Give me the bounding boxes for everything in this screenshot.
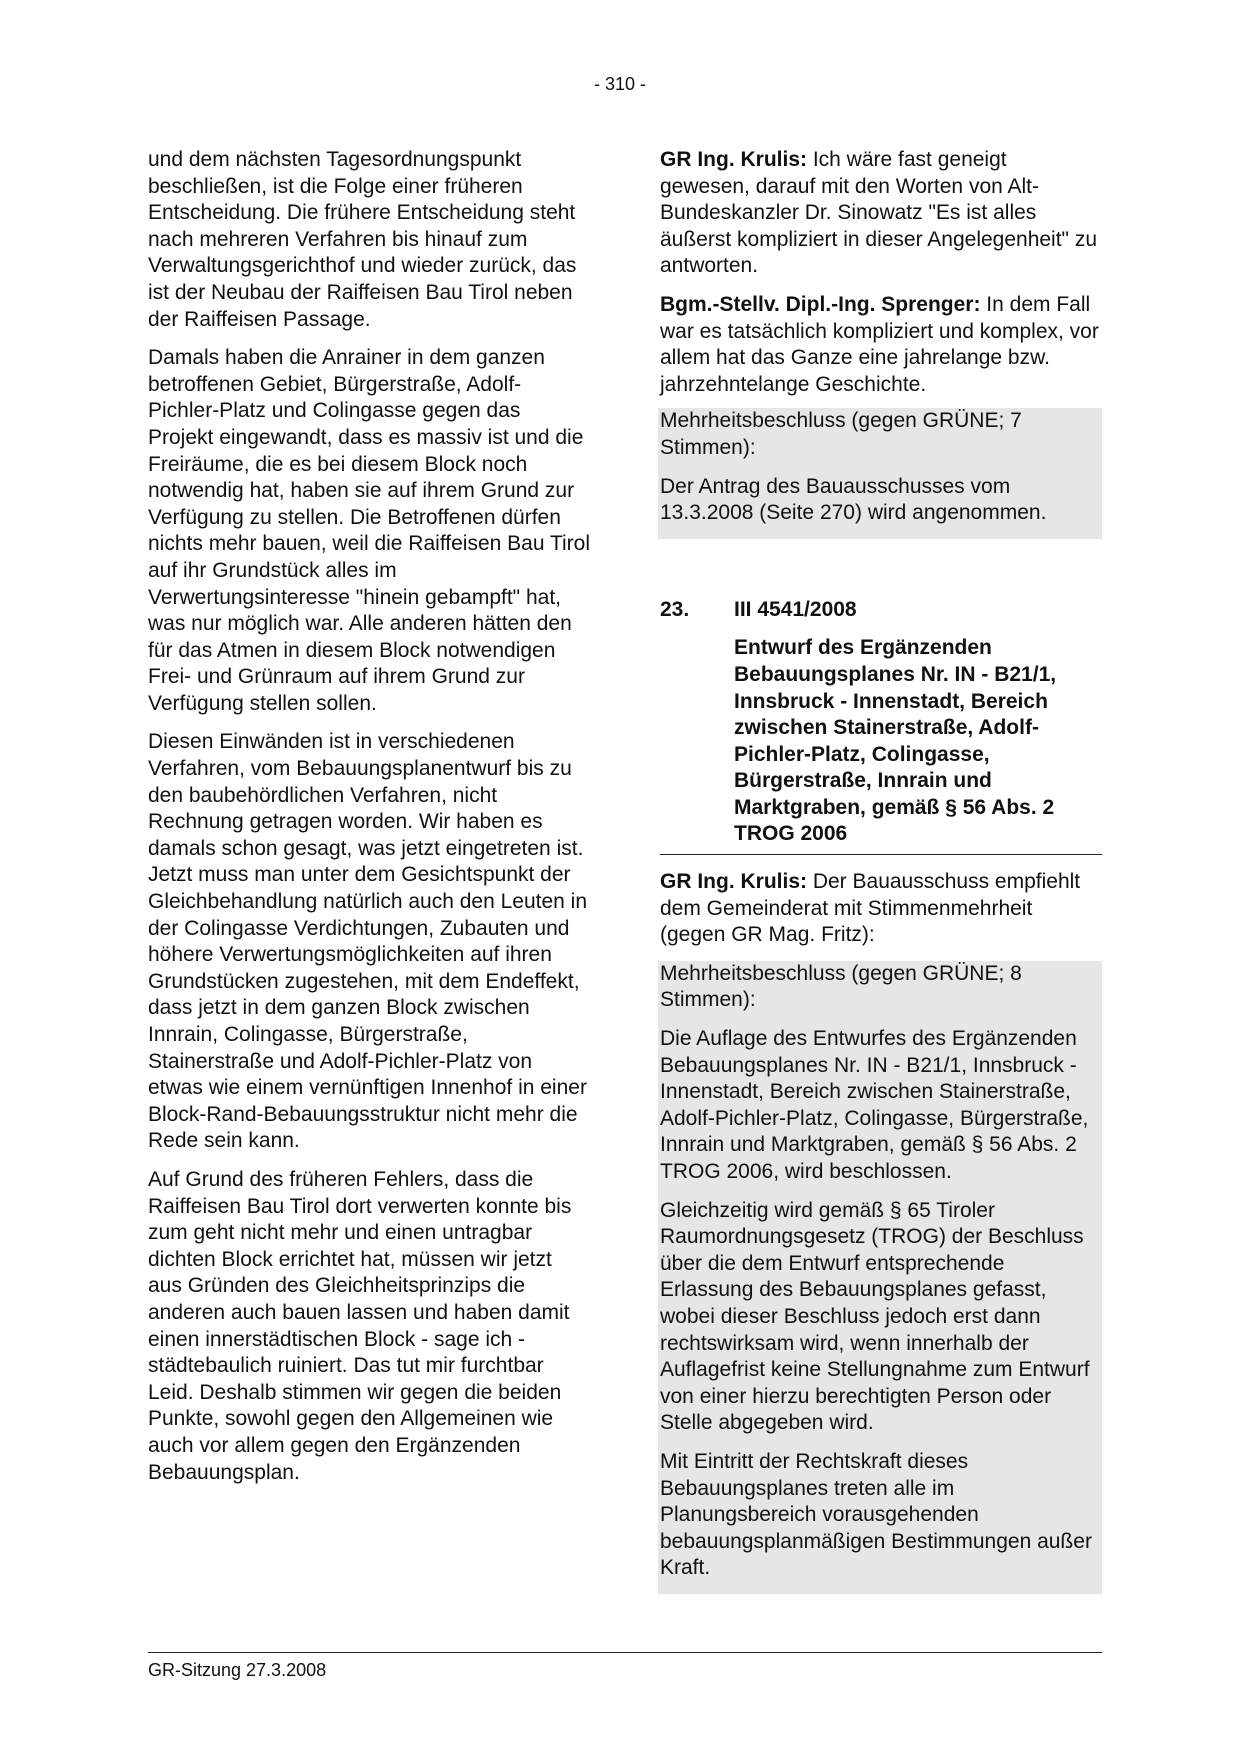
agenda-item-heading [660, 597, 1102, 624]
speech-sprenger [660, 292, 1102, 398]
resolution-text: Der Antrag des Bauausschusses vom 13.3.2008 (Seite 270) wird angenommen. [660, 474, 1047, 525]
left-column [148, 147, 590, 1498]
paragraph: und dem nächsten Tagesordnungspunkt beschließen, ist die Folge einer früheren Entscheidung. Die frühere Entscheidung steht nach mehreren Verfahren bis hinauf zum Verwaltungsgerichthof und wieder zurück, das ist der Neubau der Raiffeisen Bau Tirol neben der Raiffeisen Passage. [148, 148, 577, 331]
resolution-text: Die Auflage des Entwurfes des Ergänzenden Bebauungsplanes Nr. IN - B21/1, Innsbruck - Innenstadt, Bereich zwischen Stainerstraße, Adolf-Pichler-Platz, Colingasse, Bürgerstraße, Innrain und Marktgraben, gemäß § 56 Abs. 2 TROG 2006, wird beschlossen. [660, 1027, 1089, 1183]
right-column [660, 147, 1102, 1594]
paragraph: Auf Grund des früheren Fehlers, dass die Raiffeisen Bau Tirol dort verwerten konnte bis zum geht nicht mehr und einen untragbar dichten Block errichtet hat, müssen wir jetzt aus Gründen des Gleichheitsprinzips die anderen auch bauen lassen und haben damit einen innerstädtischen Block - sage ich - städtebaulich ruiniert. Das tut mir furchtbar Leid. Deshalb stimmen wir gegen die beiden Punkte, sowohl gegen den Allgemeinen wie auch vor allem gegen den Ergänzenden Bebauungsplan. [148, 1167, 572, 1484]
resolution-text: Mit Eintritt der Rechtskraft dieses Bebauungsplanes treten alle im Planungsbereich vorausgehenden bebauungsplanmäßigen Bestimmungen außer Kraft. [660, 1449, 1092, 1580]
paragraph: Damals haben die Anrainer in dem ganzen betroffenen Gebiet, Bürgerstraße, Adolf-Pichler-Platz und Colingasse gegen das Projekt eingewandt, dass es massiv ist und die Freiräume, die es bei diesem Block noch notwendig hat, haben sie auf ihrem Grund zur Verfügung zu stellen. Die Betroffenen dürfen nichts mehr bauen, weil die Raiffeisen Bau Tirol auf ihr Grundstück alles im Verwertungsinteresse "hinein gebampft" hat, was nur möglich war. Alle anderen hätten den für das Atmen in diesem Block notwendigen Frei- und Grünraum auf ihrem Grund zur Verfügung stellen sollen. [148, 346, 591, 715]
speaker-name: Bgm.-Stellv. Dipl.-Ing. Sprenger: [660, 292, 981, 316]
agenda-item-reference: III 4541/2008 [734, 597, 857, 621]
section-divider [660, 854, 1102, 855]
agenda-item-number: 23. [660, 597, 690, 621]
resolution-text: Gleichzeitig wird gemäß § 65 Tiroler Raumordnungsgesetz (TROG) der Beschluss über die dem Entwurf entsprechende Erlassung des Bebauungsplanes gefasst, wobei dieser Beschluss jedoch erst dann rechtswirksam wird, wenn innerhalb der Auflagefrist keine Stellungnahme zum Entwurf von einer hierzu berechtigten Person oder Stelle abgegeben wird. [660, 1198, 1090, 1435]
speech-krulis [660, 147, 1102, 280]
speech-text: Der Bauausschuss empfiehlt dem Gemeinderat mit Stimmenmehrheit (gegen GR Mag. Fritz): [660, 870, 1081, 947]
vote-result: Mehrheitsbeschluss (gegen GRÜNE; 8 Stimmen): [660, 961, 1022, 1012]
speaker-name: GR Ing. Krulis: [660, 148, 807, 171]
footer-divider [148, 1652, 1102, 1653]
speech-text: In dem Fall war es tatsächlich kompliziert und komplex, vor allem hat das Ganze eine jahrelange bzw. jahrzehntelange Geschichte. [660, 292, 1099, 396]
vote-result: Mehrheitsbeschluss (gegen GRÜNE; 7 Stimmen): [660, 409, 1022, 459]
speech-text: Ich wäre fast geneigt gewesen, darauf mit den Worten von Alt-Bundeskanzler Dr. Sinowatz "Es ist alles äußerst kompliziert in dieser Angelegenheit" zu antworten. [660, 148, 1098, 278]
paragraph: Diesen Einwänden ist in verschiedenen Verfahren, vom Bebauungsplanentwurf bis zu den baubehördlichen Verfahren, nicht Rechnung getragen worden. Wir haben es damals schon gesagt, was jetzt eingetreten ist. Jetzt muss man unter dem Gesichtspunkt der Gleichbehandlung natürlich auch den Leuten in der Colingasse Verdichtungen, Zubauten und höhere Verwertungsmöglichkeiten auf ihren Grundstücken zugestehen, mit dem Endeffekt, dass jetzt in dem ganzen Block zwischen Innrain, Colingasse, Bürgerstraße, Stainerstraße und Adolf-Pichler-Platz von etwas wie einem vernünftigen Innenhof in einer Block-Rand-Bebauungsstruktur nicht mehr die Rede sein kann. [148, 730, 588, 1153]
resolution-box [658, 408, 1102, 538]
speaker-name: GR Ing. Krulis: [660, 870, 807, 894]
footer-text: GR-Sitzung 27.3.2008 [148, 1660, 327, 1680]
agenda-item-title: Entwurf des Ergänzenden Bebauungsplanes Nr. IN - B21/1, Innsbruck - Innenstadt, Bereich zwischen Stainerstraße, Adolf-Pichler-Platz, Colingasse, Bürgerstraße, Innrain und Marktgraben, gemäß § 56 Abs. 2 TROG 2006 [734, 636, 1057, 846]
speech-krulis [660, 869, 1102, 949]
page-number: - 310 - [593, 74, 647, 94]
resolution-box [658, 961, 1102, 1594]
